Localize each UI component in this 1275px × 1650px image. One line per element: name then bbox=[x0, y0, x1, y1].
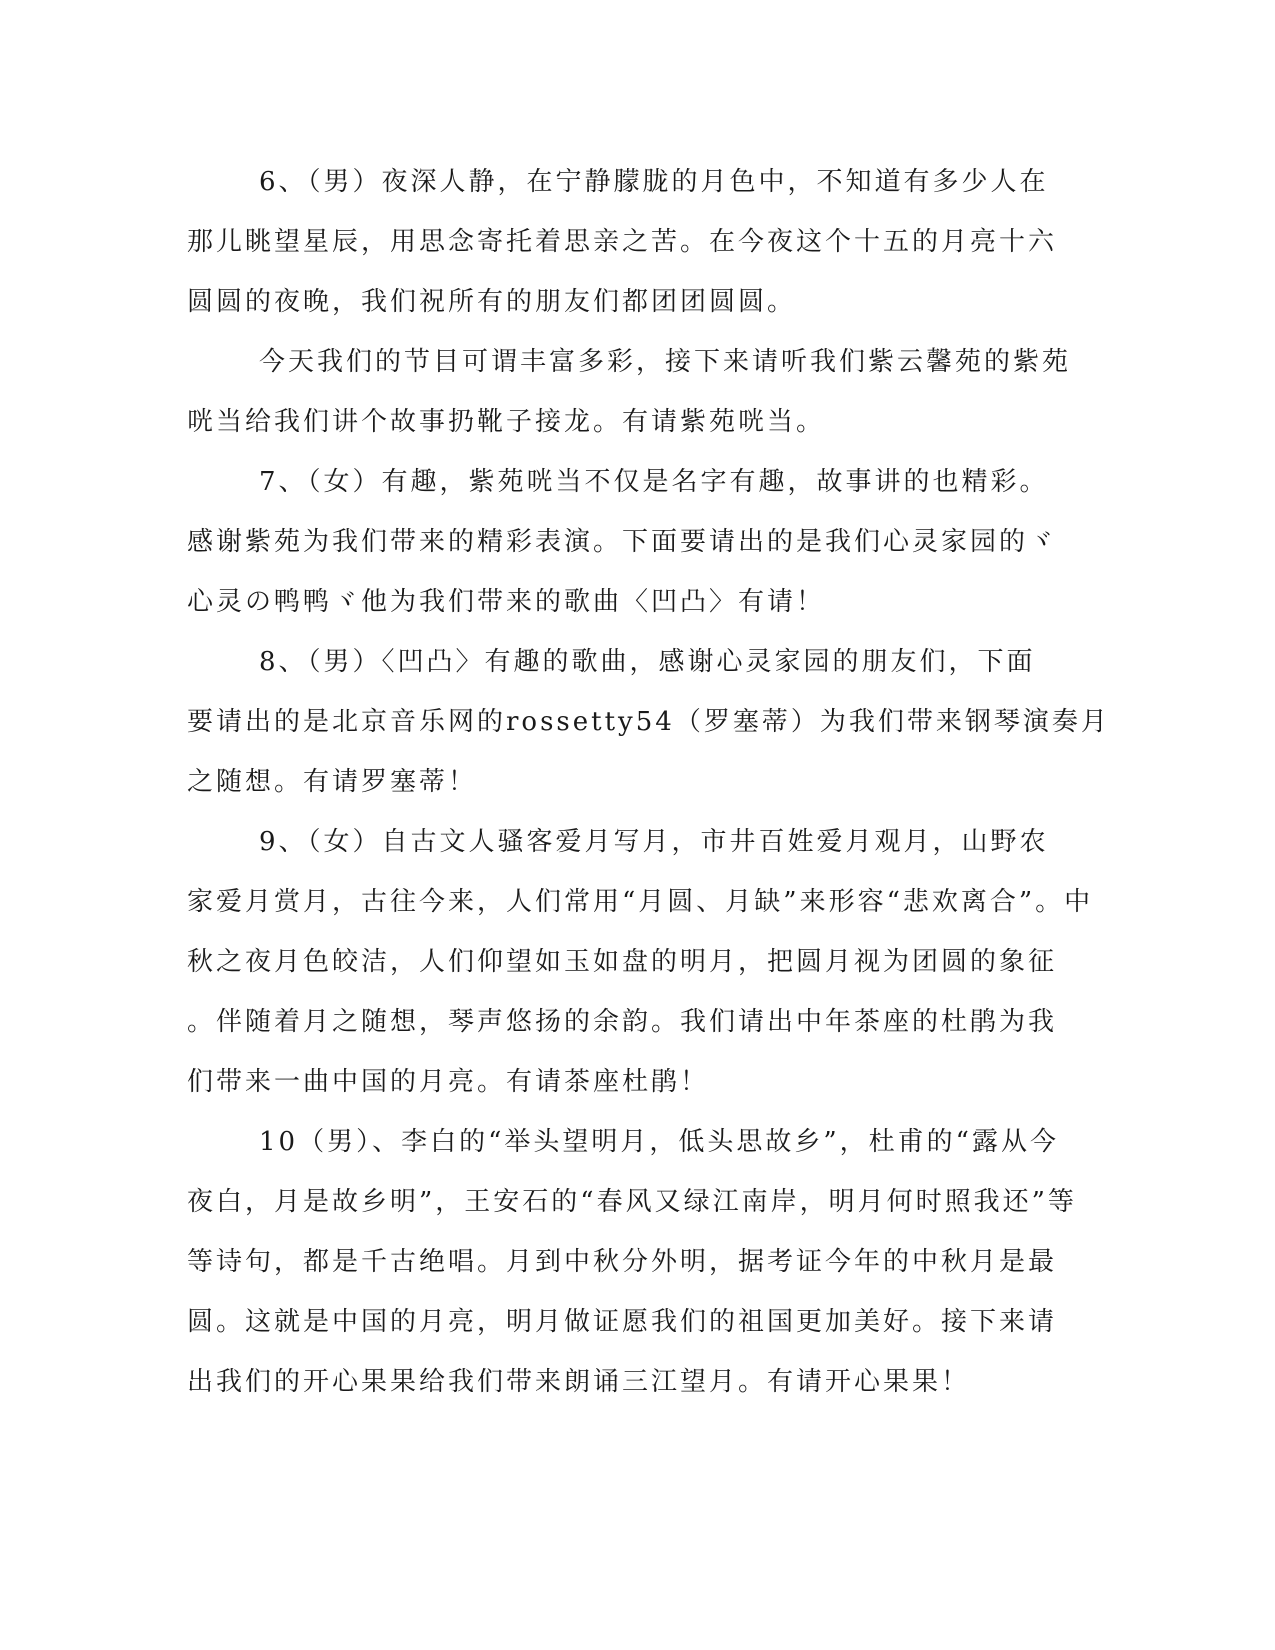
text-line: 要请出的是北京音乐网的rossetty54（罗塞蒂）为我们带来钢琴演奏月 bbox=[187, 707, 1110, 737]
text-line: 圆。这就是中国的月亮，明月做证愿我们的祖国更加美好。接下来请 bbox=[187, 1307, 1058, 1337]
paragraph-9 bbox=[187, 812, 1094, 1112]
text-line: 今天我们的节目可谓丰富多彩，接下来请听我们紫云馨苑的紫苑 bbox=[259, 347, 1072, 377]
text-line: 7、（女）有趣，紫苑咣当不仅是名字有趣，故事讲的也精彩。 bbox=[259, 467, 1049, 497]
text-line: 们带来一曲中国的月亮。有请茶座杜鹃！ bbox=[187, 1067, 710, 1097]
text-line: 9、（女）自古文人骚客爱月写月，市井百姓爱月观月，山野农 bbox=[259, 827, 1049, 857]
paragraph-6 bbox=[187, 152, 1077, 332]
text-line: 6、（男）夜深人静，在宁静朦胧的月色中，不知道有多少人在 bbox=[259, 167, 1049, 197]
text-line: 家爱月赏月，古往今来，人们常用“月圆、月缺”来形容“悲欢离合”。中 bbox=[187, 887, 1094, 917]
paragraph-10 bbox=[187, 1112, 1077, 1412]
document-body bbox=[187, 152, 1110, 1412]
paragraph-8 bbox=[187, 632, 1110, 812]
text-line: 。伴随着月之随想，琴声悠扬的余韵。我们请出中年茶座的杜鹃为我 bbox=[187, 1007, 1058, 1037]
text-line: 夜白，月是故乡明”，王安石的“春风又绿江南岸，明月何时照我还”等 bbox=[187, 1187, 1077, 1217]
paragraph-7 bbox=[187, 452, 1077, 632]
text-line: 秋之夜月色皎洁，人们仰望如玉如盘的明月，把圆月视为团圆的象征 bbox=[187, 947, 1058, 977]
text-line: 10（男）、李白的“举头望明月，低头思故乡”，杜甫的“露从今 bbox=[259, 1127, 1059, 1157]
text-line: 心灵の鸭鸭ヾ他为我们带来的歌曲〈凹凸〉有请！ bbox=[187, 587, 826, 617]
text-line: 咣当给我们讲个故事扔靴子接龙。有请紫苑咣当。 bbox=[187, 407, 826, 437]
text-line: 那儿眺望星辰，用思念寄托着思亲之苦。在今夜这个十五的月亮十六 bbox=[187, 227, 1058, 257]
text-line: 等诗句，都是千古绝唱。月到中秋分外明，据考证今年的中秋月是最 bbox=[187, 1247, 1058, 1277]
text-line: 之随想。有请罗塞蒂！ bbox=[187, 767, 478, 797]
paragraph-intro-zhiyuan bbox=[187, 332, 1077, 452]
text-line: 圆圆的夜晚，我们祝所有的朋友们都团团圆圆。 bbox=[187, 287, 797, 317]
text-line: 8、（男）〈凹凸〉有趣的歌曲，感谢心灵家园的朋友们，下面 bbox=[259, 647, 1036, 677]
text-line: 感谢紫苑为我们带来的精彩表演。下面要请出的是我们心灵家园的ヾ bbox=[187, 527, 1058, 557]
text-line: 出我们的开心果果给我们带来朗诵三江望月。有请开心果果！ bbox=[187, 1367, 971, 1397]
